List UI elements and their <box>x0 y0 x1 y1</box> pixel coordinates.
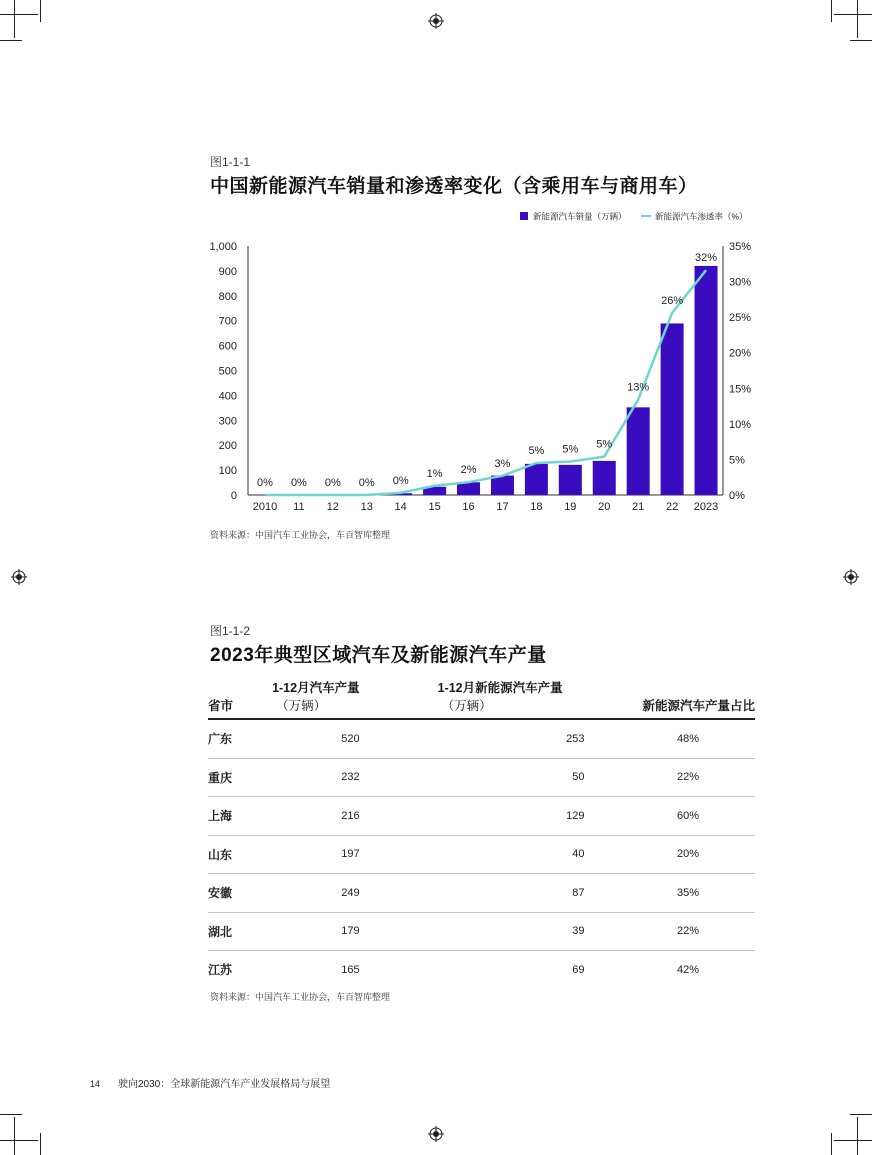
x-tick-label: 14 <box>394 501 407 513</box>
crop-mark <box>14 1117 15 1155</box>
table-row <box>208 719 755 758</box>
nev-share-cell: 60% <box>584 797 755 836</box>
table-header-row <box>208 678 755 719</box>
x-tick-label: 15 <box>428 501 441 513</box>
penetration-data-label: 5% <box>596 438 613 451</box>
auto-output-cell: 165 <box>341 963 360 976</box>
crop-mark <box>857 1117 858 1155</box>
header-nev-output-label: 1-12月新能源汽车产量 <box>437 681 563 695</box>
nev-share-cell: 42% <box>676 963 699 976</box>
auto-output-cell: 216 <box>272 797 360 836</box>
x-tick-label: 11 <box>293 501 305 513</box>
penetration-data-label: 3% <box>494 457 511 470</box>
y-left-tick-label: 1,000 <box>209 241 237 253</box>
nev-share-cell: 48% <box>584 719 755 758</box>
penetration-data-label: 0% <box>290 477 307 489</box>
nev-share-cell: 22% <box>584 912 755 951</box>
y-right-tick-label: 10% <box>729 418 752 431</box>
header-nev-share: 新能源汽车产量占比 <box>584 678 755 719</box>
penetration-data-label: 5% <box>562 443 579 456</box>
nev-output-cell: 39 <box>360 912 585 951</box>
table-row <box>208 797 755 836</box>
crop-mark <box>0 14 38 15</box>
nev-output-cell: 69 <box>572 963 585 976</box>
registration-mark-icon <box>11 569 27 585</box>
header-auto-output-label: 1-12月汽车产量 <box>272 681 360 695</box>
x-tick-label: 16 <box>462 501 475 513</box>
y-left-tick-label: 500 <box>218 365 237 378</box>
crop-mark <box>857 0 858 38</box>
auto-output-cell: 249 <box>272 874 360 913</box>
crop-mark <box>0 1114 22 1115</box>
penetration-data-label: 0% <box>257 477 273 489</box>
y-right-tick-label: 20% <box>729 347 752 360</box>
x-tick-label: 2010 <box>252 501 278 513</box>
y-left-tick-label: 600 <box>218 340 237 353</box>
nev-share-cell: 35% <box>584 874 755 913</box>
x-tick-label: 2023 <box>693 501 719 513</box>
crop-mark <box>850 1114 872 1115</box>
table-row <box>208 874 755 913</box>
nev-output-cell: 129 <box>360 797 585 836</box>
header-nev-output-unit: （万辆） <box>441 699 492 713</box>
registration-mark-icon <box>428 1126 444 1142</box>
province-cell: 上海 <box>208 797 272 836</box>
page-number: 14 <box>90 1079 101 1089</box>
registration-mark-icon <box>428 13 444 29</box>
figure-1-source: 资料来源：中国汽车工业协会，车百智库整理 <box>210 530 391 540</box>
figure-2-source: 资料来源：中国汽车工业协会，车百智库整理 <box>210 992 391 1002</box>
crop-mark <box>831 1133 832 1155</box>
province-cell: 广东 <box>208 719 272 758</box>
table-row <box>208 758 755 797</box>
nev-output-cell: 87 <box>360 874 585 913</box>
nev-output-cell: 253 <box>360 719 585 758</box>
y-left-tick-label: 0 <box>230 490 237 502</box>
crop-mark <box>40 1133 41 1155</box>
crop-mark <box>834 1140 872 1141</box>
penetration-data-label: 2% <box>460 464 477 477</box>
bar-sales-21 <box>627 407 650 495</box>
penetration-data-label: 26% <box>661 294 684 307</box>
penetration-data-label: 5% <box>528 444 545 457</box>
figure-1-title: 中国新能源汽车销量和渗透率变化（含乘用车与商用车） <box>210 176 698 197</box>
x-tick-label: 13 <box>360 501 373 513</box>
table-row <box>208 835 755 874</box>
crop-mark <box>40 0 41 22</box>
penetration-data-label: 0% <box>324 477 341 489</box>
x-tick-label: 12 <box>326 501 339 513</box>
y-right-tick-label: 5% <box>729 454 745 467</box>
y-right-tick-label: 30% <box>729 276 752 289</box>
nev-output-cell: 50 <box>360 758 585 797</box>
crop-mark <box>0 40 22 41</box>
x-tick-label: 17 <box>496 501 509 513</box>
bar-sales-2023 <box>695 266 718 495</box>
registration-mark-icon <box>843 569 859 585</box>
figure-1-label: 图1-1-1 <box>210 155 251 169</box>
y-right-tick-label: 25% <box>729 312 752 325</box>
province-cell: 安徽 <box>208 874 272 913</box>
book-title: 驶向2030：全球新能源汽车产业发展格局与展望 <box>118 1079 331 1090</box>
y-left-tick-label: 900 <box>218 265 237 278</box>
regional-output-table <box>208 678 755 989</box>
table-row <box>208 951 755 989</box>
y-left-tick-label: 700 <box>218 315 237 328</box>
penetration-data-label: 13% <box>627 381 650 394</box>
nev-output-cell: 40 <box>360 835 585 874</box>
y-left-tick-label: 200 <box>218 440 237 453</box>
y-left-tick-label: 100 <box>218 465 237 478</box>
auto-output-cell: 232 <box>272 758 360 797</box>
legend-bar-swatch <box>520 212 528 220</box>
penetration-data-label: 32% <box>695 252 718 265</box>
header-auto-output <box>272 678 360 719</box>
nev-sales-chart <box>200 205 760 515</box>
bar-sales-22 <box>661 323 684 495</box>
crop-mark <box>0 1140 38 1141</box>
province-cell: 江苏 <box>208 963 233 978</box>
header-nev-output <box>360 678 585 719</box>
legend-line-label: 新能源汽车渗透率（%） <box>655 211 748 222</box>
page-footer <box>90 1075 330 1090</box>
y-left-tick-label: 800 <box>218 290 237 303</box>
auto-output-cell: 179 <box>272 912 360 951</box>
nev-share-cell: 22% <box>584 758 755 797</box>
crop-mark <box>831 0 832 22</box>
legend-bar-label: 新能源汽车销量（万辆） <box>533 211 627 222</box>
auto-output-cell: 520 <box>272 719 360 758</box>
crop-mark <box>834 14 872 15</box>
bar-sales-18 <box>525 464 548 495</box>
y-right-tick-label: 35% <box>729 241 752 253</box>
y-right-tick-label: 15% <box>729 383 752 396</box>
x-tick-label: 19 <box>564 501 577 513</box>
x-tick-label: 21 <box>632 501 645 513</box>
y-left-tick-label: 300 <box>218 415 237 428</box>
header-province: 省市 <box>208 678 272 719</box>
province-cell: 山东 <box>208 835 272 874</box>
province-cell: 湖北 <box>208 912 272 951</box>
bar-sales-19 <box>559 465 582 495</box>
auto-output-cell: 197 <box>272 835 360 874</box>
figure-2-title: 2023年典型区域汽车及新能源汽车产量 <box>210 645 547 666</box>
x-tick-label: 18 <box>530 501 543 513</box>
bar-sales-20 <box>593 461 616 495</box>
penetration-data-label: 0% <box>392 474 409 487</box>
y-right-tick-label: 0% <box>729 490 745 502</box>
x-tick-label: 20 <box>598 501 611 513</box>
figure-2-label: 图1-1-2 <box>210 624 251 638</box>
crop-mark <box>850 40 872 41</box>
table-row <box>208 912 755 951</box>
x-tick-label: 22 <box>665 501 679 513</box>
penetration-data-label: 0% <box>358 477 375 489</box>
province-cell: 重庆 <box>208 758 272 797</box>
crop-mark <box>14 0 15 38</box>
y-left-tick-label: 400 <box>218 390 237 403</box>
nev-share-cell: 20% <box>584 835 755 874</box>
header-auto-output-unit: （万辆） <box>276 699 327 713</box>
penetration-data-label: 1% <box>426 467 443 480</box>
